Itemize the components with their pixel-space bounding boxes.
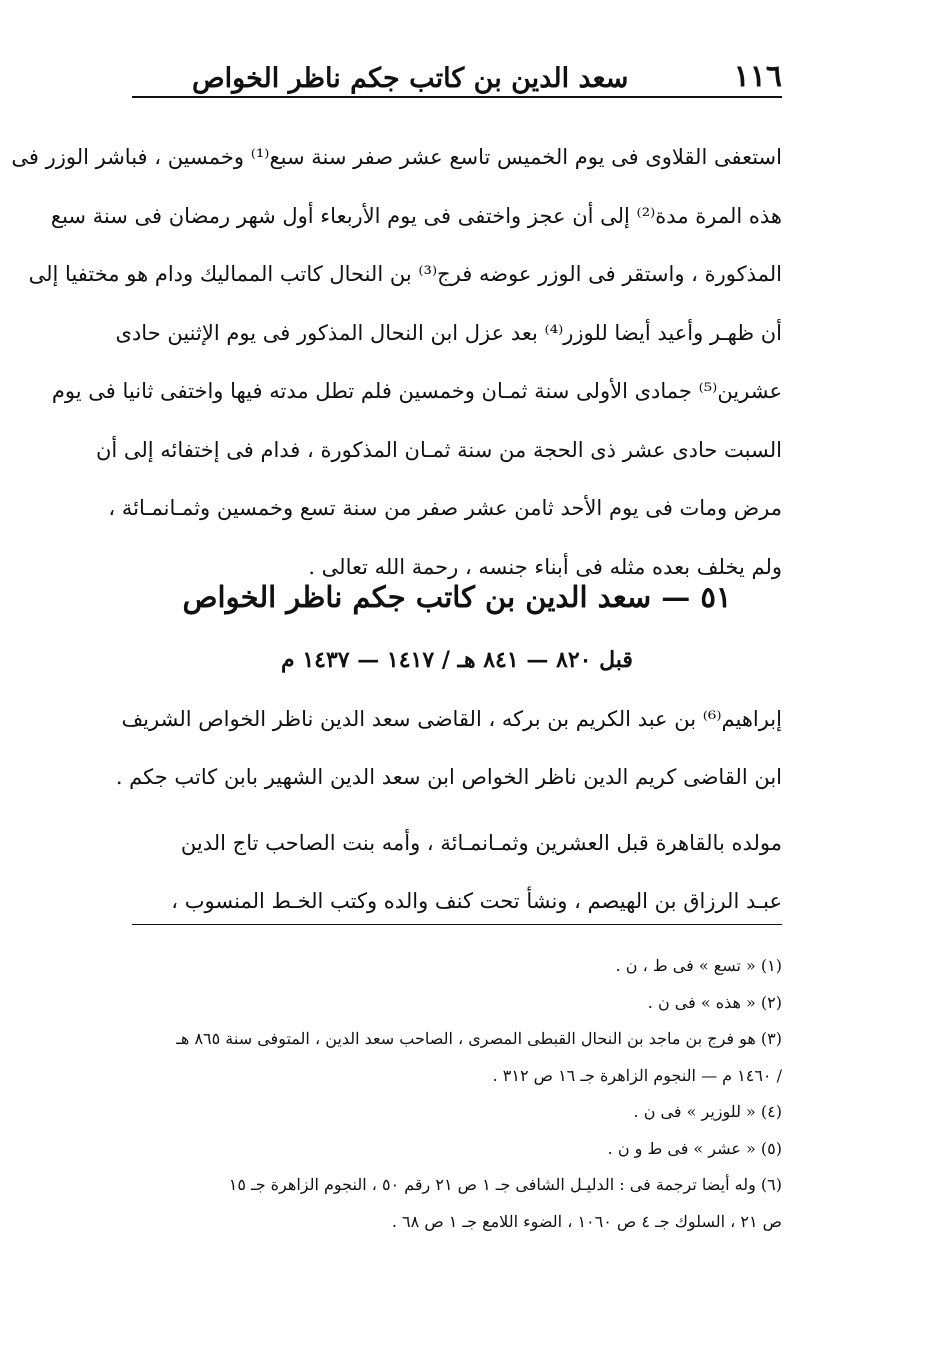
header-rule xyxy=(132,96,782,98)
running-head: سعد الدين بن كاتب جكم ناظر الخواص xyxy=(192,63,629,94)
footnotes xyxy=(132,948,782,1240)
footnote-continuation: / ١٤٦٠ م — النجوم الزاهرة جـ ١٦ ص ٣١٢ . xyxy=(492,1065,782,1085)
bio-text xyxy=(115,690,782,930)
body-line: مرض ومات فى يوم الأحد ثامن عشر صفر من سنة تسع وخمسين وثمـانمـائة ، xyxy=(108,496,782,520)
bio-line: ابن القاضى كريم الدين ناظر الخواص ابن سعد الدين الشهير بابن كاتب جكم . xyxy=(115,765,782,789)
page-number: ١١٦ xyxy=(733,59,782,94)
footnote: (٣) هو فرج بن ماجد بن النحال القبطى المصرى ، الصاحب سعد الدين ، المتوفى سنة ٨٦٥ هـ xyxy=(176,1029,782,1048)
body-line: استعفى القلاوى فى يوم الخميس تاسع عشر صفر سنة سبع⁽¹⁾ وخمسين ، فباشر الوزر فى xyxy=(11,145,782,169)
body-line: السبت حادى عشر ذى الحجة من سنة ثمـان المذكورة ، فدام فى إختفائه إلى أن xyxy=(95,437,782,462)
bio-line: عبـد الرزاق بن الهيصم ، ونشأ تحت كنف والده وكتب الخـط المنسوب ، xyxy=(171,889,782,913)
entry-heading: ٥١ — سعد الدين بن كاتب جكم ناظر الخواص xyxy=(182,580,732,614)
body-line: أن ظهـر وأعيد أيضا للوزر⁽⁴⁾ بعد عزل ابن النحال المذكور فى يوم الإثنين حادى xyxy=(115,320,782,345)
footnote: (١) « تسع » فى ط ، ن . xyxy=(615,956,782,975)
body-line: ولم يخلف بعده مثله فى أبناء جنسه ، رحمة الله تعالى . xyxy=(308,554,782,579)
body-line: عشرين⁽⁵⁾ جمادى الأولى سنة ثمـان وخمسين فلم تطل مدته فيها واختفى ثانيا فى يوم xyxy=(51,379,782,403)
bio-line: إبراهيم⁽⁶⁾ بن عبد الكريم بن بركه ، القاضى سعد الدين ناظر الخواص الشريف xyxy=(121,707,782,731)
body-line: المذكورة ، واستقر فى الوزر عوضه فرج⁽³⁾ بن النحال كاتب المماليك ودام هو مختفيا إلى xyxy=(28,262,782,286)
body-line: هذه المرة مدة⁽²⁾ إلى أن عجز واختفى فى يوم الأربعاء أول شهر رمضان فى سنة سبع xyxy=(50,203,782,228)
footnote-continuation: ص ٢١ ، السلوك جـ ٤ ص ١٠٦٠ ، الضوء اللامع جـ ١ ص ٦٨ . xyxy=(391,1211,782,1231)
footnote-rule xyxy=(132,924,782,925)
footnote: (٤) « للوزير » فى ن . xyxy=(633,1102,782,1121)
footnote: (٢) « هذه » فى ن . xyxy=(647,992,782,1012)
bio-line: مولده بالقاهرة قبل العشرين وثمـانمـائة ، وأمه بنت الصاحب تاج الدين xyxy=(180,831,782,855)
footnote: (٥) « عشر » فى ط و ن . xyxy=(607,1138,782,1158)
footnote: (٦) وله أيضا ترجمة فى : الدليـل الشافى جـ ١ ص ٢١ رقم ٥٠ ، النجوم الزاهرة جـ ١٥ xyxy=(228,1175,782,1194)
entry-dates: قبل ٨٢٠ — ٨٤١ هـ / ١٤١٧ — ١٤٣٧ م xyxy=(281,647,633,673)
page-header xyxy=(132,50,782,94)
body-text xyxy=(11,128,782,596)
